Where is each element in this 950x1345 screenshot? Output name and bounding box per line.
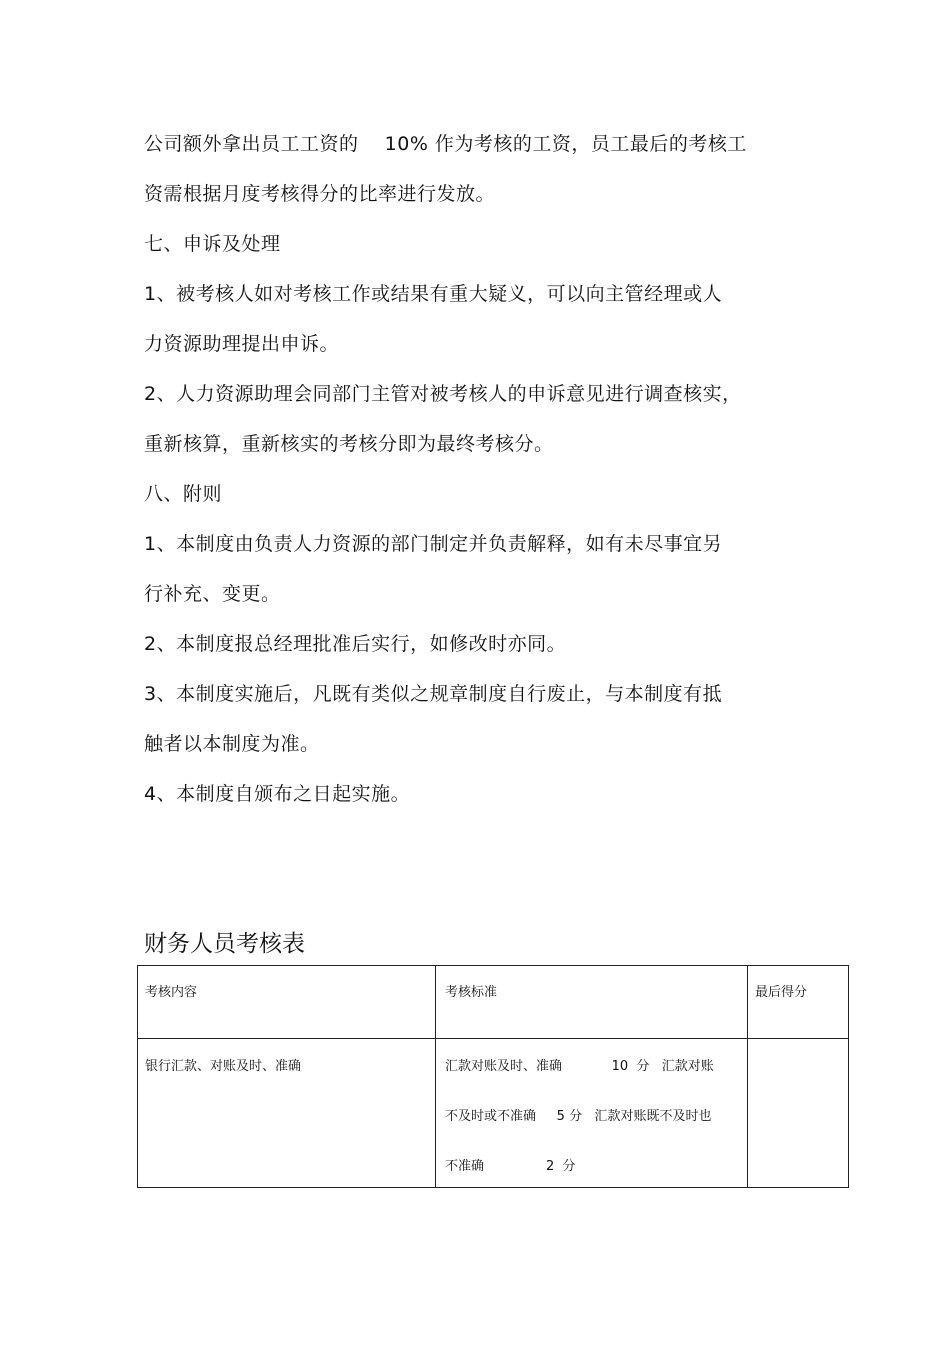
paragraph-line: 触者以本制度为准。 (144, 733, 320, 755)
column-divider (747, 966, 748, 1187)
row-content-cell: 银行汇款、对账及时、准确 (145, 1059, 302, 1074)
header-score: 最后得分 (755, 985, 808, 1000)
paragraph-line: 1、被考核人如对考核工作或结果有重大疑义，可以向主管经理或人 (144, 283, 723, 305)
table-title: 财务人员考核表 (144, 931, 305, 957)
row-standard-line: 不及时或不准确 5 分 汇款对账既不及时也 (445, 1109, 712, 1124)
paragraph-line: 2、本制度报总经理批准后实行，如修改时亦同。 (144, 633, 567, 655)
paragraph-line: 4、本制度自颁布之日起实施。 (144, 783, 411, 805)
paragraph-line: 力资源助理提出申诉。 (144, 333, 340, 355)
assessment-table (137, 965, 849, 1188)
section-heading: 八、附则 (144, 483, 223, 505)
row-standard-line: 汇款对账及时、准确 10 分 汇款对账 (445, 1059, 714, 1074)
row-divider (138, 1038, 848, 1039)
paragraph-line: 2、人力资源助理会同部门主管对被考核人的申诉意见进行调查核实， (144, 383, 742, 405)
paragraph-line: 1、本制度由负责人力资源的部门制定并负责解释，如有未尽事宜另 (144, 533, 723, 555)
header-standard: 考核标准 (445, 985, 498, 1000)
paragraph-line: 3、本制度实施后，凡既有类似之规章制度自行废止，与本制度有抵 (144, 683, 723, 705)
column-divider (435, 966, 436, 1187)
paragraph-line: 行补充、变更。 (144, 583, 281, 605)
row-standard-line: 不准确 2 分 (445, 1159, 576, 1174)
header-content: 考核内容 (145, 985, 198, 1000)
paragraph-line: 资需根据月度考核得分的比率进行发放。 (144, 183, 496, 205)
paragraph-line: 重新核算，重新核实的考核分即为最终考核分。 (144, 433, 554, 455)
section-heading: 七、申诉及处理 (144, 233, 281, 255)
paragraph-line: 公司额外拿出员工工资的 10% 作为考核的工资，员工最后的考核工 (144, 133, 747, 155)
